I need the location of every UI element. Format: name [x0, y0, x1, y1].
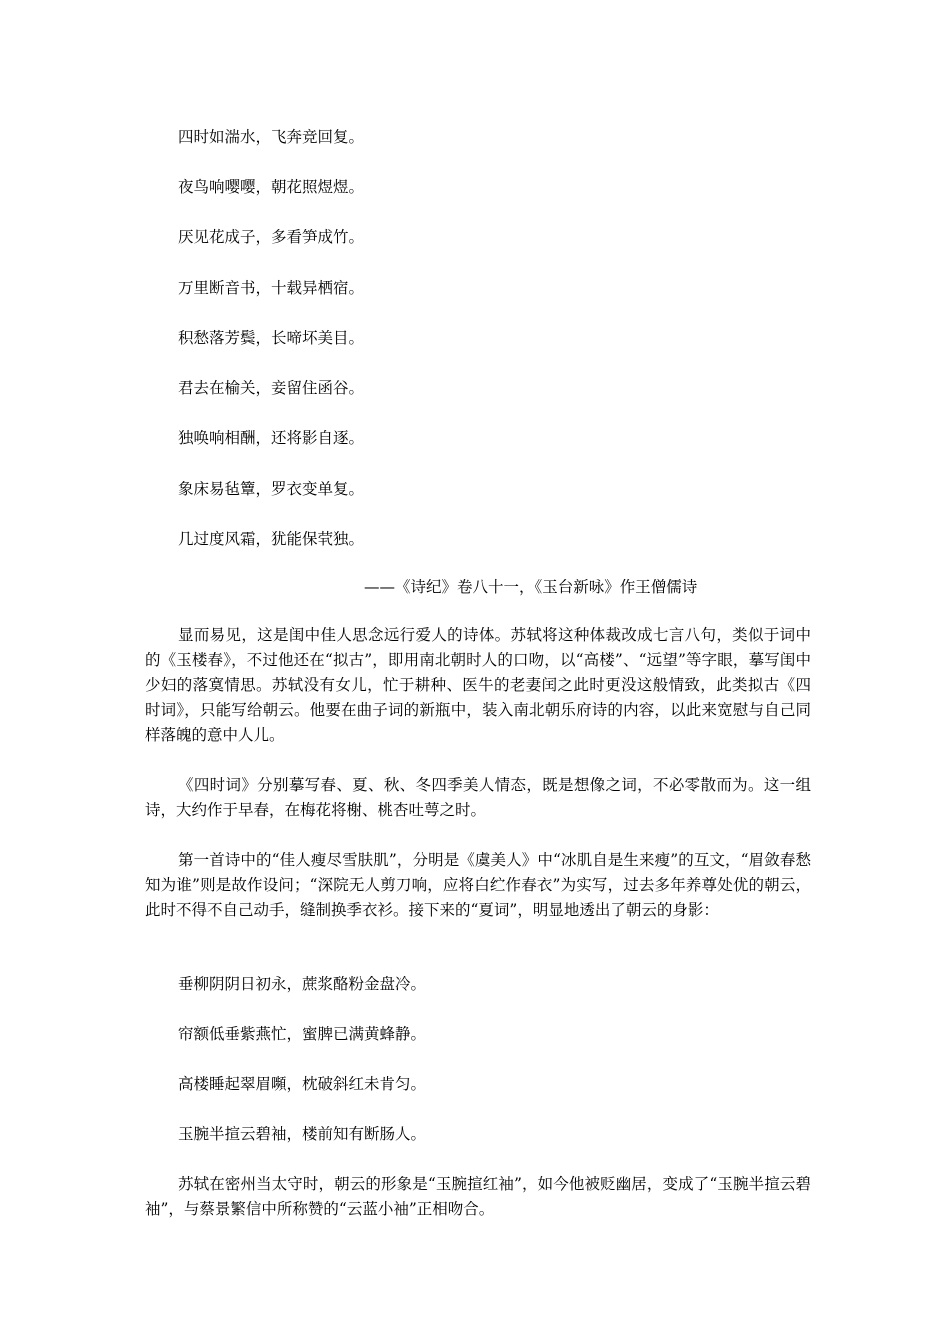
- poem-line: 厌见花成子，多看笋成竹。: [178, 228, 365, 246]
- paragraph: 《四时词》分别摹写春、夏、秋、冬四季美人情态，既是想像之词，不必零散而为。这一组诗，大约作于早春，在梅花将榭、桃杏吐萼之时。: [145, 776, 811, 819]
- poem-line: 独唤响相酬，还将影自逐。: [178, 429, 365, 447]
- poem-line: 高楼睡起翠眉嚬，枕破斜红未肯匀。: [178, 1075, 427, 1093]
- poem-line: 帘额低垂紫燕忙，蜜脾已满黄蜂静。: [178, 1025, 427, 1043]
- poem-line: 夜鸟响嘤嘤，朝花照煜煜。: [178, 178, 365, 196]
- poem-line: 几过度风霜，犹能保茕独。: [178, 530, 365, 548]
- poem-line: 四时如湍水，飞奔竞回复。: [178, 128, 365, 146]
- paragraph: 显而易见，这是闺中佳人思念远行爱人的诗体。苏轼将这种体裁改成七言八句，类似于词中的《玉楼春》，不过他还在“拟古”，即用南北朝时人的口吻，以“高楼”、“远望”等字眼，摹写闺中少妇的落寞情思。苏轼没有女儿，忙于耕种、医牛的老妻闰之此时更没这般情致，此类拟古《四时词》，只能写给朝云。他要在曲子词的新瓶中，装入南北朝乐府诗的内容，以此来宽慰与自己同样落魄的意中人儿。: [145, 626, 811, 744]
- poem-source-citation: ——《诗纪》卷八十一，《玉台新咏》作王僧儒诗: [364, 578, 698, 596]
- poem-line: 玉腕半揎云碧袖，楼前知有断肠人。: [178, 1125, 427, 1143]
- paragraph: 苏轼在密州当太守时，朝云的形象是“玉腕揎红袖”，如今他被贬幽居，变成了“玉腕半揎云碧袖”，与蔡景繁信中所称赞的“云蓝小袖”正相吻合。: [145, 1175, 811, 1218]
- poem-line: 积愁落芳鬓，长啼坏美目。: [178, 329, 365, 347]
- poem-line: 垂柳阴阴日初永，蔗浆酪粉金盘冷。: [178, 975, 427, 993]
- poem-line: 君去在榆关，妾留住函谷。: [178, 379, 365, 397]
- poem-line: 象床易毡簟，罗衣变单复。: [178, 480, 365, 498]
- poem-line: 万里断音书，十载异栖宿。: [178, 279, 365, 297]
- paragraph: 第一首诗中的“佳人瘦尽雪肤肌”，分明是《虞美人》中“冰肌自是生来瘦”的互文，“眉敛春愁知为谁”则是故作设问；“深院无人剪刀响，应将白纻作春衣”为实写，过去多年养尊处优的朝云，此时不得不自己动手，缝制换季衣衫。接下来的“夏词”，明显地透出了朝云的身影：: [145, 851, 811, 919]
